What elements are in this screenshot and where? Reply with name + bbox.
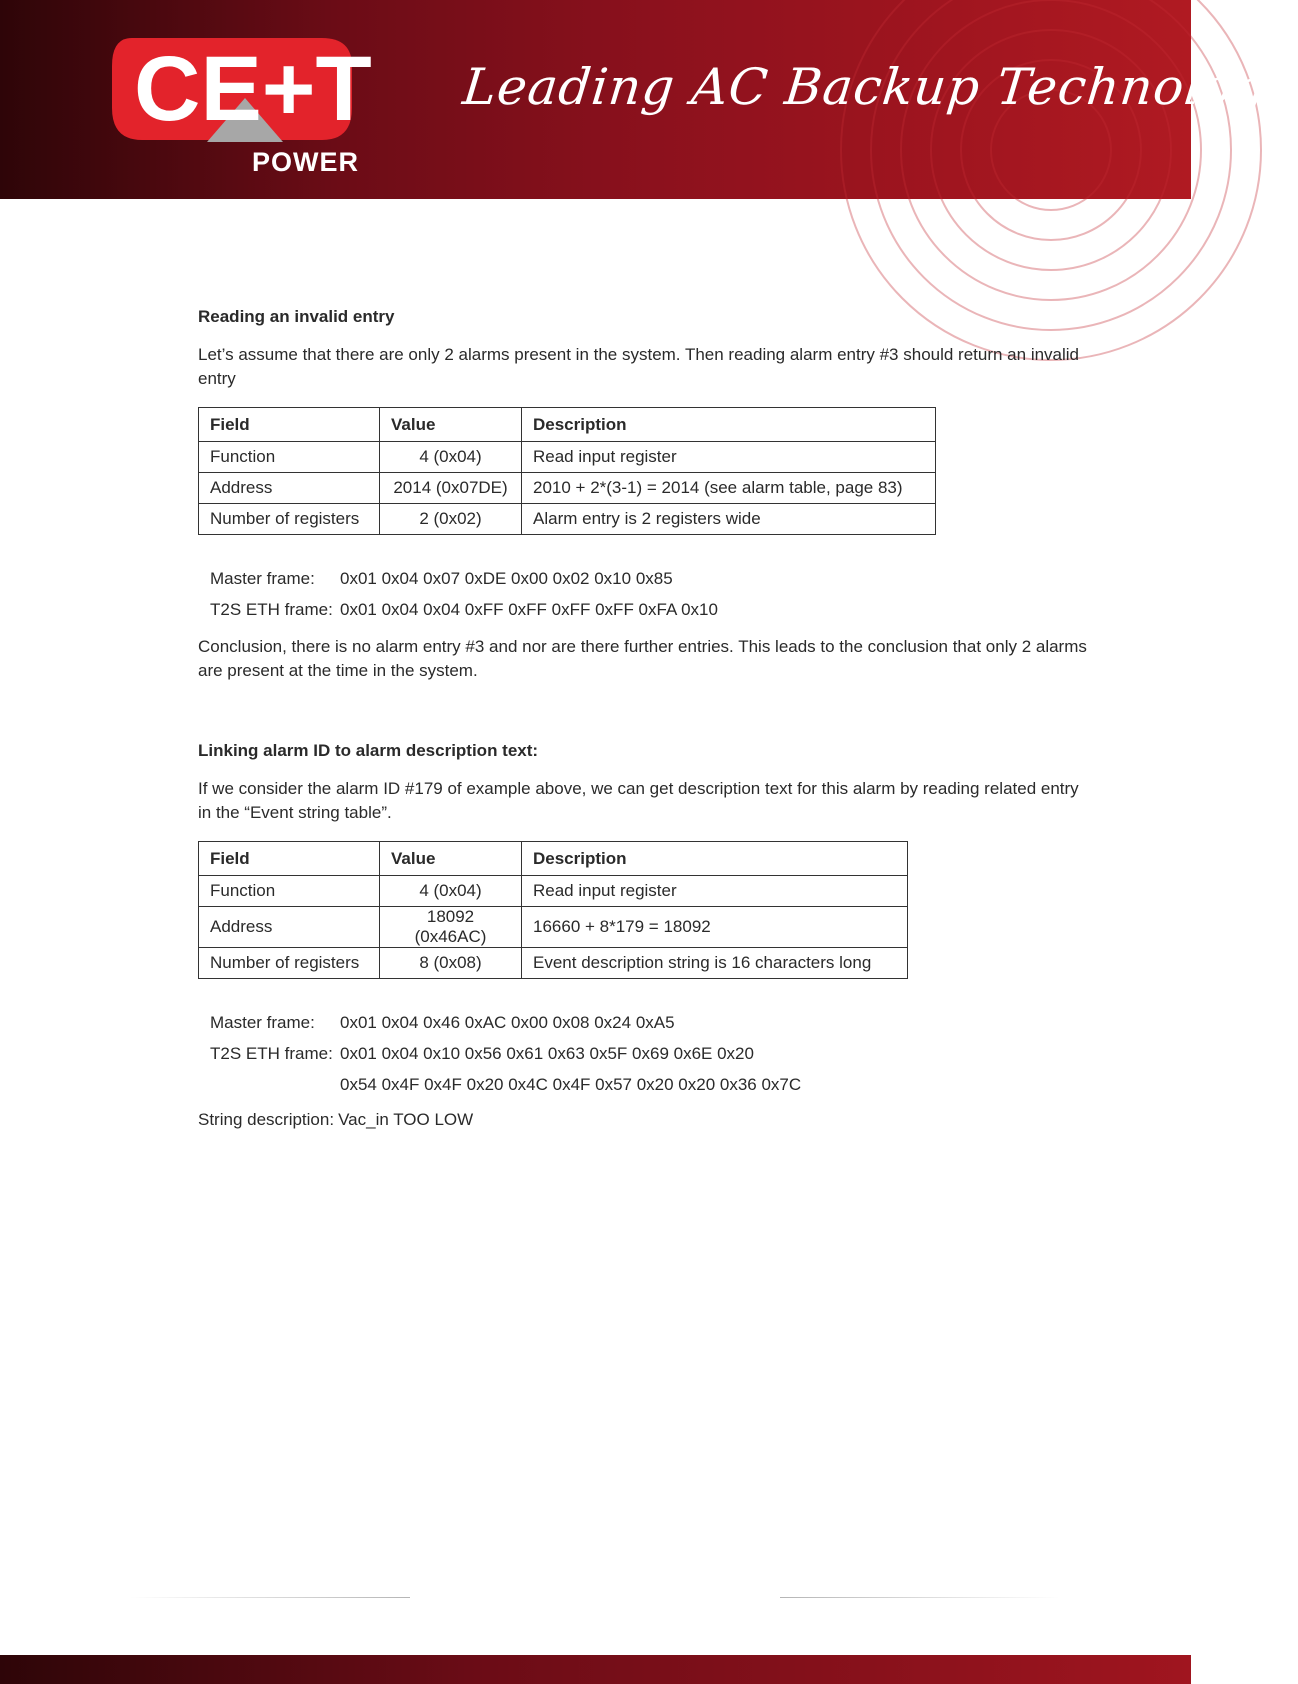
table-cell: 2010 + 2*(3-1) = 2014 (see alarm table, page 83) (522, 473, 936, 504)
table-cell: 16660 + 8*179 = 18092 (522, 907, 908, 948)
column-header: Value (380, 408, 522, 442)
table-row (199, 504, 936, 535)
frame-bytes: 0x01 0x04 0x07 0xDE 0x00 0x02 0x10 0x85 (340, 568, 673, 588)
table-cell: 2014 (0x07DE) (380, 473, 522, 504)
frame-block (198, 563, 1088, 625)
table-row (199, 473, 936, 504)
section-intro: Let’s assume that there are only 2 alarms present in the system. Then reading alarm entry #3 should return an invalid entry (198, 345, 1080, 388)
table-row (199, 876, 908, 907)
table-header-row (199, 842, 908, 876)
table-cell: Read input register (522, 442, 936, 473)
frame-label: T2S ETH frame: (210, 1043, 333, 1063)
frame-label: Master frame: (210, 568, 315, 588)
page-content (198, 307, 1088, 1130)
frame-label: T2S ETH frame: (210, 599, 333, 619)
column-header: Value (380, 842, 522, 876)
table-cell: Number of registers (199, 948, 380, 979)
logo-wordmark: CE+T (134, 38, 372, 140)
register-table-event-string (198, 841, 908, 979)
table-cell: 4 (0x04) (380, 876, 522, 907)
column-header: Description (522, 842, 908, 876)
table-row (199, 948, 908, 979)
section-heading-invalid-entry: Reading an invalid entry (198, 307, 395, 326)
company-logo (112, 26, 378, 177)
table-row (199, 907, 908, 948)
tagline: Leading AC Backup Technology (460, 58, 1298, 116)
frame-bytes: 0x01 0x04 0x10 0x56 0x61 0x63 0x5F 0x69 0x6E 0x20 (340, 1043, 754, 1063)
logo-subtitle: POWER (252, 147, 360, 177)
header-banner (0, 0, 1298, 199)
frame-bytes: 0x01 0x04 0x46 0xAC 0x00 0x08 0x24 0xA5 (340, 1012, 675, 1032)
table-cell: 8 (0x08) (380, 948, 522, 979)
footer-divider-right (780, 1597, 1060, 1598)
table-header-row (199, 408, 936, 442)
section-heading-linking-alarm: Linking alarm ID to alarm description text: (198, 741, 539, 760)
register-table-invalid-entry (198, 407, 936, 535)
t2s-frame-row (198, 594, 1088, 625)
conclusion-text: Conclusion, there is no alarm entry #3 and nor are there further entries. This leads to the conclusion that only 2 alarms are present at the time in the system. (198, 637, 1087, 680)
table-cell: Function (199, 876, 380, 907)
column-header: Field (199, 408, 380, 442)
table-row (199, 442, 936, 473)
column-header: Field (199, 842, 380, 876)
t2s-frame-row (198, 1038, 1088, 1069)
table-cell: 18092 (0x46AC) (380, 907, 522, 948)
footer-divider-left (130, 1597, 410, 1598)
frame-bytes: 0x54 0x4F 0x4F 0x20 0x4C 0x4F 0x57 0x20 0x20 0x36 0x7C (340, 1074, 802, 1094)
table-cell: Alarm entry is 2 registers wide (522, 504, 936, 535)
string-description (198, 1110, 1088, 1130)
table-cell: Address (199, 473, 380, 504)
frame-bytes: 0x01 0x04 0x04 0xFF 0xFF 0xFF 0xFF 0xFA 0x10 (340, 599, 718, 619)
table-cell: Event description string is 16 characters long (522, 948, 908, 979)
section-intro: If we consider the alarm ID #179 of example above, we can get description text for this alarm by reading related entry in the “Event string table”. (198, 779, 1079, 822)
master-frame-row (198, 563, 1088, 594)
table-cell: Function (199, 442, 380, 473)
string-description-value: Vac_in TOO LOW (338, 1110, 474, 1129)
frame-block (198, 1007, 1088, 1100)
table-cell: Number of registers (199, 504, 380, 535)
column-header: Description (522, 408, 936, 442)
master-frame-row (198, 1007, 1088, 1038)
table-cell: Read input register (522, 876, 908, 907)
footer-bar (0, 1655, 1191, 1684)
frame-label: Master frame: (210, 1012, 315, 1032)
t2s-frame-row-continued (198, 1069, 1088, 1100)
table-cell: 4 (0x04) (380, 442, 522, 473)
table-cell: 2 (0x02) (380, 504, 522, 535)
table-cell: Address (199, 907, 380, 948)
string-description-label: String description: (198, 1110, 335, 1129)
